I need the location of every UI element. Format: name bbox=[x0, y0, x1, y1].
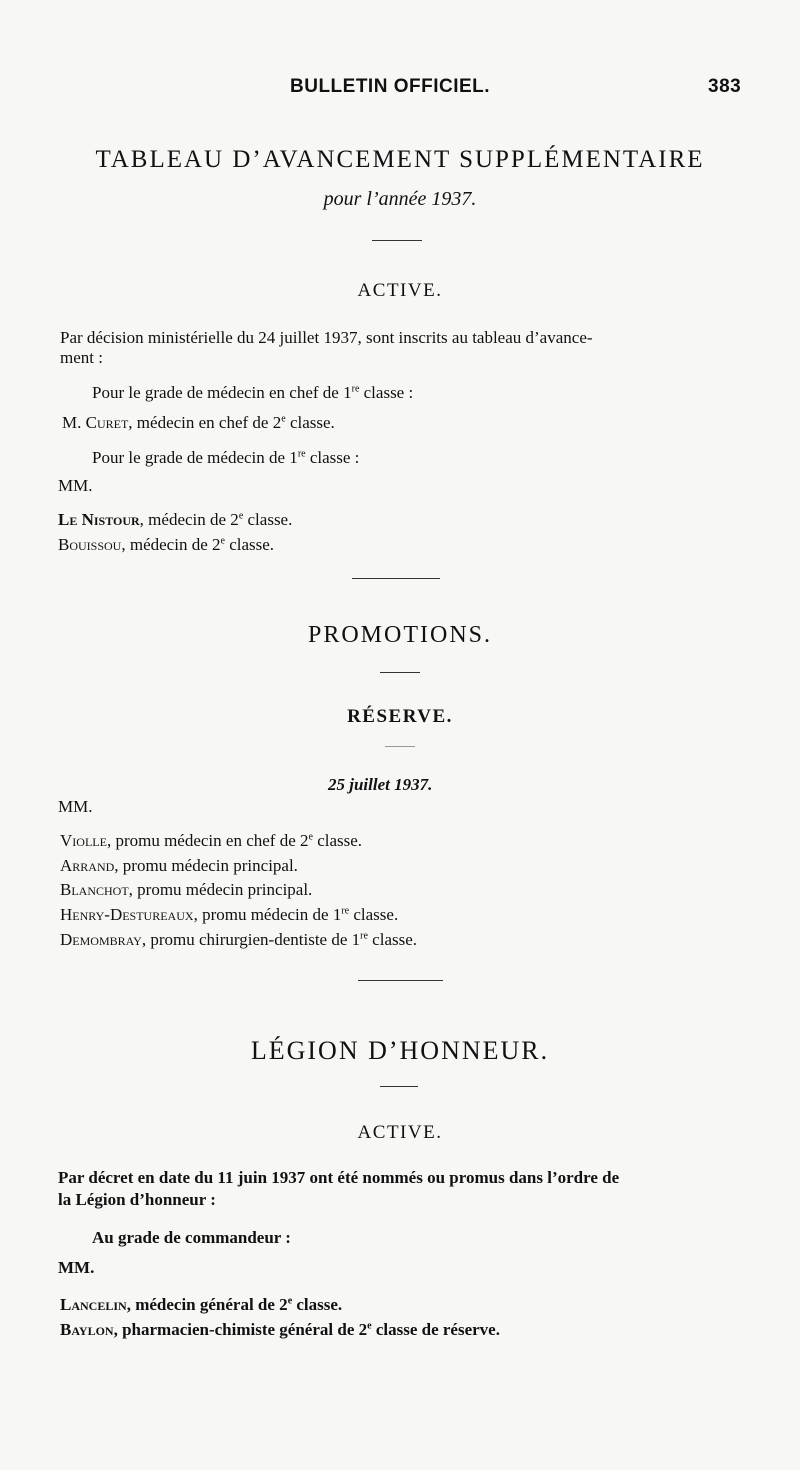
divider bbox=[358, 980, 443, 981]
section-title-promotions: PROMOTIONS. bbox=[307, 622, 493, 648]
page-number: 383 bbox=[708, 76, 742, 97]
person-name: Arrand bbox=[60, 856, 115, 875]
subsection-title-active: ACTIVE. bbox=[357, 280, 443, 301]
person-name: Baylon bbox=[60, 1320, 114, 1339]
list-item: Lancelin, médecin général de 2e classe. bbox=[60, 1295, 343, 1314]
list-item: Arrand, promu médecin principal. bbox=[60, 856, 298, 875]
divider bbox=[372, 240, 422, 241]
list-item: M. Curet, médecin en chef de 2e classe. bbox=[62, 413, 335, 432]
person-name: Curet bbox=[85, 413, 129, 432]
list-item: Le Nistour, médecin de 2e classe. bbox=[58, 510, 293, 529]
grade-line: Au grade de commandeur : bbox=[92, 1228, 291, 1247]
paragraph-line: Par décret en date du 11 juin 1937 ont été nommés ou promus dans l’ordre de bbox=[58, 1168, 620, 1187]
section-title-legion: LÉGION D’HONNEUR. bbox=[250, 1036, 550, 1065]
list-item: Baylon, pharmacien-chimiste général de 2e classe de réserve. bbox=[60, 1320, 500, 1339]
list-item: Bouissou, médecin de 2e classe. bbox=[58, 535, 275, 554]
running-header-title: BULLETIN OFFICIEL. bbox=[290, 76, 491, 97]
list-item: Henry-Destureaux, promu médecin de 1re classe. bbox=[60, 905, 399, 924]
person-name: Lancelin bbox=[60, 1295, 127, 1314]
person-name: Blanchot bbox=[60, 880, 129, 899]
person-name: Le Nistour bbox=[58, 510, 140, 529]
mm-label: MM. bbox=[58, 797, 93, 816]
person-name: Violle bbox=[60, 831, 107, 850]
divider bbox=[352, 578, 440, 579]
list-item: Violle, promu médecin en chef de 2e classe. bbox=[60, 831, 363, 850]
person-name: Henry-Destureaux bbox=[60, 905, 194, 924]
list-item: Demombray, promu chirurgien-dentiste de 1re classe. bbox=[60, 930, 418, 949]
mm-label: MM. bbox=[58, 1258, 95, 1277]
divider bbox=[380, 672, 420, 673]
paragraph-line: ment : bbox=[60, 348, 103, 367]
divider bbox=[385, 746, 415, 747]
person-name: Demombray bbox=[60, 930, 142, 949]
subsection-title-active: ACTIVE. bbox=[357, 1122, 443, 1143]
list-item: Blanchot, promu médecin principal. bbox=[60, 880, 313, 899]
date-line: 25 juillet 1937. bbox=[328, 775, 433, 794]
divider bbox=[380, 1086, 418, 1087]
paragraph-line: la Légion d’honneur : bbox=[58, 1190, 216, 1209]
mm-label: MM. bbox=[58, 476, 93, 495]
section-title-tableau: TABLEAU D’AVANCEMENT SUPPLÉMENTAIRE bbox=[95, 146, 705, 173]
grade-line: Pour le grade de médecin en chef de 1re classe : bbox=[92, 383, 414, 402]
person-name: Bouissou bbox=[58, 535, 122, 554]
paragraph-line: Par décision ministérielle du 24 juillet 1937, sont inscrits au tableau d’avance- bbox=[60, 328, 593, 347]
section-subtitle-year: pour l’année 1937. bbox=[323, 188, 477, 210]
subsection-title-reserve: RÉSERVE. bbox=[347, 706, 453, 727]
grade-line: Pour le grade de médecin de 1re classe : bbox=[92, 448, 360, 467]
